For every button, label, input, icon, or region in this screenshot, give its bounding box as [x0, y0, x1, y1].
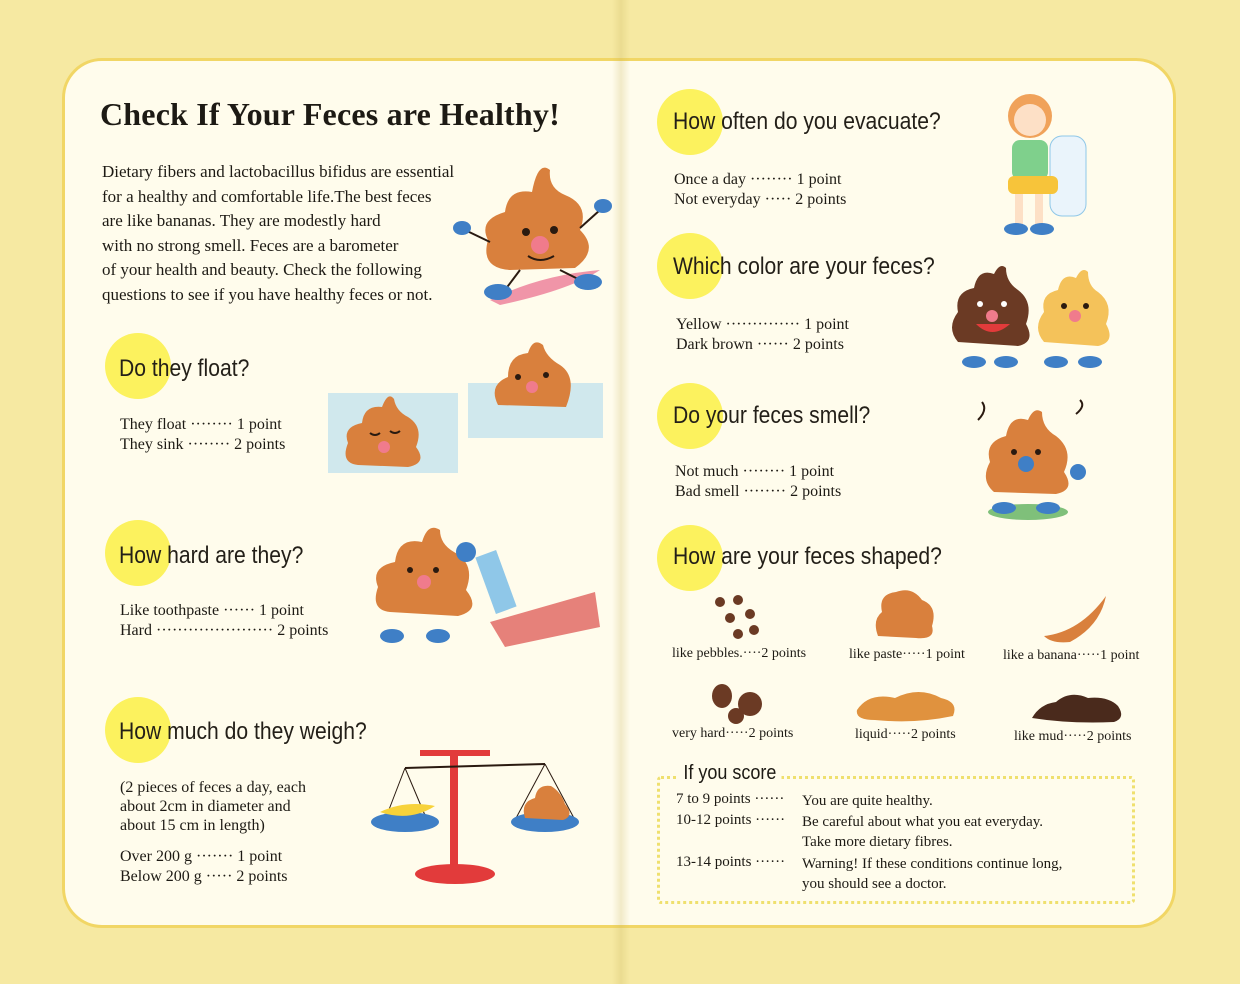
- score-result-line: you should see a doctor.: [802, 876, 947, 892]
- score-title: If you score: [678, 762, 782, 785]
- intro-line: for a healthy and comfortable life.The best feces: [102, 186, 432, 206]
- score-result: [802, 812, 1043, 852]
- shape-option-label: like pebbles.····2 points: [672, 646, 807, 661]
- shape-option-label: like mud·····2 points: [1014, 729, 1132, 744]
- note-line: about 15 cm in length): [120, 817, 265, 834]
- answer-line: Dark brown ······ 2 points: [676, 336, 844, 353]
- answer-line: Like toothpaste ······ 1 point: [120, 602, 304, 619]
- answer-line: They sink ········ 2 points: [120, 436, 286, 453]
- answers-often: [674, 170, 846, 210]
- smelly-poop-illustration: [968, 400, 1098, 525]
- intro-line: are like bananas. They are modestly hard: [102, 211, 381, 231]
- answer-line: Once a day ········ 1 point: [674, 171, 842, 188]
- note-line: about 2cm in diameter and: [120, 798, 291, 815]
- question-often: How often do you evacuate?: [673, 108, 941, 135]
- shape-option-label: like a banana·····1 point: [1003, 648, 1140, 663]
- liquid-icon: [855, 684, 959, 724]
- intro-line: Dietary fibers and lactobacillus bifidus are essential: [102, 162, 455, 181]
- score-result-line: You are quite healthy.: [802, 793, 933, 809]
- shape-option-label: liquid·····2 points: [855, 727, 956, 742]
- paste-icon: [872, 586, 938, 642]
- pebbles-icon: [712, 594, 758, 644]
- toilet-girl-illustration: [990, 86, 1090, 238]
- book-gutter: [612, 0, 630, 984]
- answer-line: Below 200 g ····· 2 points: [120, 868, 288, 885]
- answer-line: Over 200 g ······· 1 point: [120, 848, 283, 865]
- banana-shape-icon: [1040, 592, 1110, 644]
- score-result: [802, 854, 1062, 894]
- score-points: 13-14 points ······: [676, 854, 786, 870]
- intro-line: questions to see if you have healthy feces or not.: [102, 284, 433, 304]
- answer-line: Not everyday ····· 2 points: [674, 191, 847, 208]
- score-points: 7 to 9 points ······: [676, 791, 785, 807]
- toothpaste-poop-illustration: [370, 512, 610, 652]
- shape-option-label: very hard·····2 points: [672, 726, 794, 741]
- answers-weigh: [120, 847, 288, 887]
- score-points: 10-12 points ······: [676, 812, 786, 828]
- very-hard-icon: [708, 680, 770, 726]
- scale-illustration: [365, 740, 605, 890]
- question-float: Do they float?: [119, 355, 250, 382]
- running-poop-illustration: [450, 150, 620, 310]
- color-poops-illustration: [948, 258, 1118, 373]
- answer-line: They float ········ 1 point: [120, 416, 282, 433]
- floating-poop-illustration: [318, 335, 608, 485]
- answers-smell: [675, 462, 841, 502]
- answer-line: Hard ······················ 2 points: [120, 622, 329, 639]
- intro-line: with no strong smell. Feces are a barometer: [102, 235, 399, 255]
- question-color: Which color are your feces?: [673, 253, 935, 280]
- answers-float: [120, 415, 285, 455]
- score-result-line: Be careful about what you eat everyday.: [802, 814, 1044, 830]
- answer-line: Not much ········ 1 point: [675, 463, 835, 480]
- page-title: Check If Your Feces are Healthy!: [100, 96, 560, 132]
- intro-line: of your health and beauty. Check the following: [102, 260, 422, 280]
- question-hard: How hard are they?: [119, 542, 304, 569]
- shape-option-label: like paste·····1 point: [849, 647, 965, 662]
- score-result: [802, 791, 933, 811]
- answer-line: Yellow ·············· 1 point: [676, 316, 849, 333]
- answers-color: [676, 315, 849, 355]
- question-smell: Do your feces smell?: [673, 402, 871, 429]
- weigh-note: [120, 778, 306, 835]
- score-result-line: Take more dietary fibres.: [802, 834, 953, 850]
- note-line: (2 pieces of feces a day, each: [120, 779, 306, 796]
- answers-hard: [120, 601, 328, 641]
- mud-icon: [1030, 690, 1124, 724]
- answer-line: Bad smell ········ 2 points: [675, 483, 842, 500]
- score-result-line: Warning! If these conditions continue long,: [802, 856, 1063, 872]
- question-weigh: How much do they weigh?: [119, 718, 367, 745]
- question-shape: How are your feces shaped?: [673, 543, 942, 570]
